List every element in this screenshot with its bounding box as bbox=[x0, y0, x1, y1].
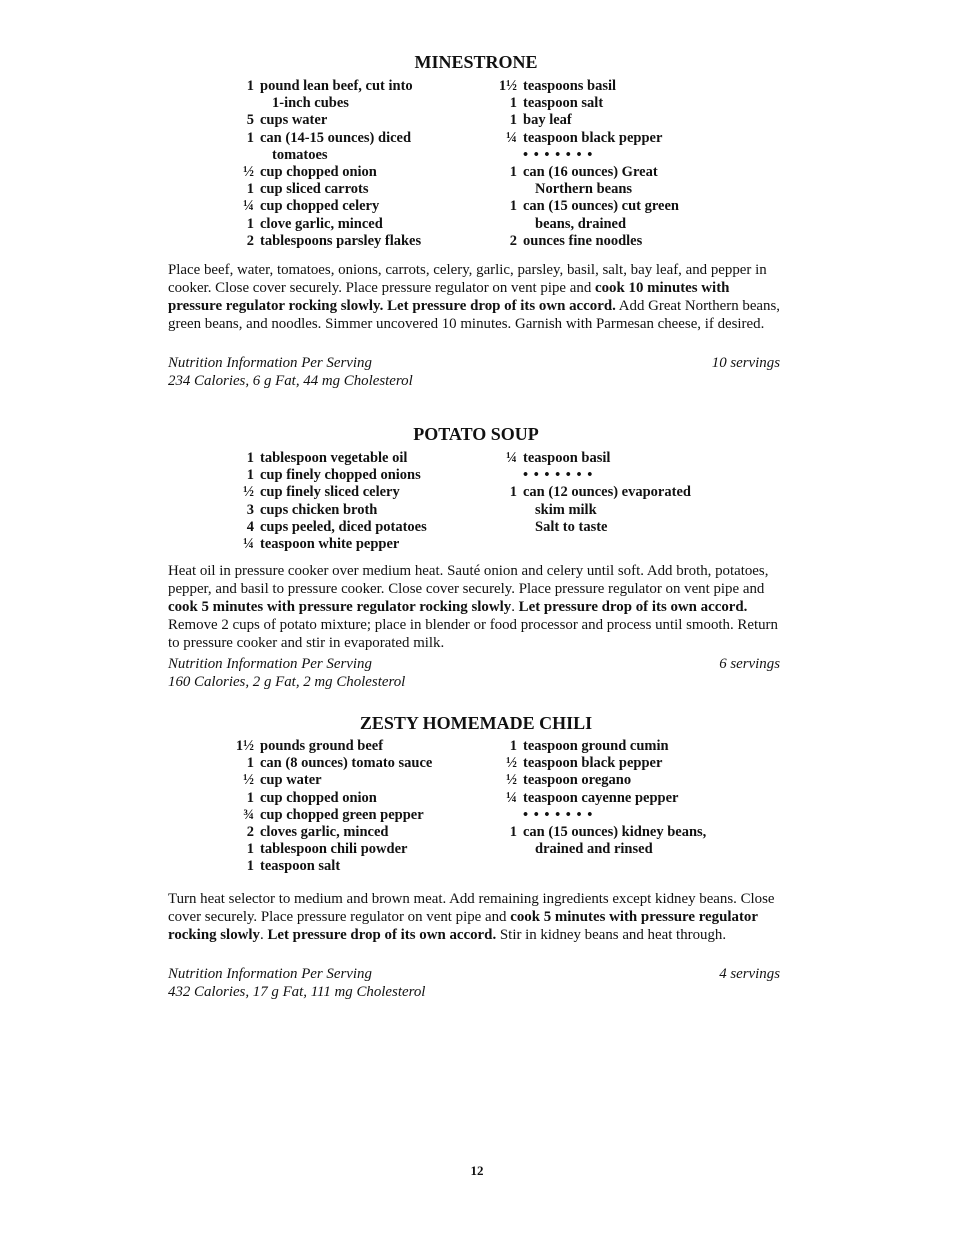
nutrition-values: 234 Calories, 6 g Fat, 44 mg Cholesterol bbox=[168, 373, 413, 389]
nutrition-values: 432 Calories, 17 g Fat, 111 mg Cholesterol bbox=[168, 984, 426, 1000]
ingredient-row bbox=[523, 181, 679, 198]
ingredient-quantity: 2 bbox=[246, 823, 254, 840]
ingredient-text: 1-inch cubes bbox=[272, 95, 349, 112]
ingredient-row bbox=[246, 215, 421, 233]
ingredient-row bbox=[243, 484, 427, 501]
ingredient-row bbox=[246, 112, 421, 129]
ingredients-left bbox=[243, 78, 422, 250]
ingredient-text: teaspoon salt bbox=[260, 858, 341, 875]
ingredient-quantity: 1 bbox=[246, 450, 254, 466]
ingredient-quantity: ½ bbox=[243, 772, 254, 789]
ingredient-row bbox=[246, 789, 432, 807]
ingredient-row bbox=[506, 755, 706, 772]
direction-emphasis: cook 5 minutes with pressure regulator rocking slowly bbox=[168, 909, 758, 943]
ingredient-row bbox=[523, 216, 679, 233]
direction-emphasis: cook 5 minutes with pressure regulator rocking slowly bbox=[168, 599, 512, 615]
recipe-title: POTATO SOUP bbox=[413, 424, 539, 444]
direction-text: . bbox=[511, 599, 519, 615]
ingredient-quantity: ¼ bbox=[243, 198, 254, 215]
ingredient-quantity: 1 bbox=[509, 823, 517, 840]
ingredient-text: can (16 ounces) Great bbox=[523, 163, 658, 180]
ingredient-text: skim milk bbox=[535, 501, 597, 518]
ingredient-row bbox=[235, 738, 432, 755]
ingredient-text: teaspoon black pepper bbox=[523, 755, 663, 772]
nutrition-info bbox=[168, 965, 780, 1001]
nutrition-info bbox=[168, 354, 780, 390]
ingredient-text: cup chopped onion bbox=[260, 163, 377, 180]
ingredient-quantity: ¾ bbox=[243, 806, 254, 823]
ingredient-row bbox=[260, 95, 421, 112]
ingredient-quantity: ¼ bbox=[243, 535, 254, 552]
ingredient-row bbox=[523, 147, 679, 164]
ingredient-quantity: 1 bbox=[509, 95, 517, 112]
ingredient-row bbox=[246, 823, 432, 841]
ingredient-quantity: 1 bbox=[509, 738, 517, 754]
recipe-title: ZESTY HOMEMADE CHILI bbox=[359, 713, 593, 733]
ingredients-left bbox=[243, 450, 427, 553]
ingredient-row bbox=[243, 198, 421, 215]
ingredient-quantity: 1 bbox=[509, 198, 517, 215]
ingredient-text: can (12 ounces) evaporated bbox=[523, 484, 691, 501]
ingredient-text: Salt to taste bbox=[535, 518, 608, 535]
ingredient-text: ounces fine noodles bbox=[523, 232, 643, 249]
ingredient-text: cup chopped onion bbox=[260, 789, 377, 806]
ingredient-row bbox=[506, 450, 691, 467]
ingredient-text: tablespoon vegetable oil bbox=[260, 450, 408, 466]
ingredient-quantity: 1 bbox=[246, 467, 254, 484]
direction-emphasis: cook 10 minutes with pressure regulator rocking slowly. Let pressure drop of its own accord. bbox=[168, 280, 730, 314]
ingredient-row bbox=[509, 95, 679, 112]
ingredient-separator: • • • • • • • bbox=[523, 146, 594, 163]
ingredient-quantity: ½ bbox=[243, 163, 254, 180]
direction-text: Place beef, water, tomatoes, onions, carrots, celery, garlic, parsley, basil, salt, bay leaf, and pepper in cooker. Close cover securely. Place pressure regulator on vent pipe and bbox=[168, 262, 767, 296]
ingredient-row bbox=[506, 772, 706, 789]
directions bbox=[168, 261, 784, 333]
ingredients-right bbox=[498, 78, 679, 250]
ingredient-quantity: 1 bbox=[246, 215, 254, 232]
ingredient-row bbox=[509, 112, 679, 129]
ingredient-quantity: 5 bbox=[246, 112, 254, 129]
ingredients-right bbox=[506, 450, 691, 536]
ingredient-quantity: 2 bbox=[509, 232, 517, 249]
ingredient-quantity: 1 bbox=[509, 163, 517, 180]
ingredient-text: tablespoons parsley flakes bbox=[260, 232, 422, 249]
ingredient-row bbox=[523, 502, 691, 519]
ingredient-row bbox=[498, 78, 679, 95]
ingredient-row bbox=[506, 129, 679, 147]
ingredient-quantity: 1 bbox=[246, 755, 254, 772]
ingredient-row bbox=[246, 181, 421, 198]
ingredient-row bbox=[246, 501, 427, 519]
ingredient-row bbox=[246, 232, 422, 250]
servings: 10 servings bbox=[711, 355, 780, 371]
ingredient-text: can (14-15 ounces) diced bbox=[260, 129, 412, 146]
ingredient-separator: • • • • • • • bbox=[523, 806, 594, 823]
ingredient-quantity: 1 bbox=[246, 78, 254, 94]
ingredient-row bbox=[246, 755, 433, 772]
ingredient-quantity: 1 bbox=[246, 858, 254, 875]
servings: 4 servings bbox=[719, 966, 780, 982]
ingredient-row bbox=[506, 789, 706, 807]
ingredient-text: drained and rinsed bbox=[535, 841, 653, 858]
ingredient-quantity: 1 bbox=[246, 789, 254, 806]
ingredient-text: cloves garlic, minced bbox=[260, 823, 389, 840]
ingredient-text: cup finely sliced celery bbox=[260, 484, 400, 501]
ingredient-text: tomatoes bbox=[272, 146, 328, 163]
ingredient-quantity: ½ bbox=[506, 772, 517, 789]
ingredient-text: cups chicken broth bbox=[260, 501, 378, 518]
ingredient-text: can (15 ounces) kidney beans, bbox=[523, 823, 707, 840]
ingredient-row bbox=[246, 841, 432, 858]
ingredient-text: cup chopped green pepper bbox=[260, 806, 424, 823]
ingredient-row bbox=[509, 738, 706, 755]
ingredient-row bbox=[509, 484, 691, 501]
ingredients-left bbox=[235, 738, 433, 876]
ingredient-text: pound lean beef, cut into bbox=[260, 78, 413, 94]
ingredients-right bbox=[506, 738, 707, 858]
direction-text: Turn heat selector to medium and brown meat. Add remaining ingredients except kidney beans. Close cover securely. Place pressure regulator on vent pipe and bbox=[168, 891, 775, 925]
ingredient-text: cups water bbox=[260, 112, 328, 129]
ingredient-quantity: 1 bbox=[509, 112, 517, 129]
ingredient-quantity: 2 bbox=[246, 232, 254, 249]
nutrition-label: Nutrition Information Per Serving bbox=[168, 966, 372, 982]
ingredient-text: teaspoon white pepper bbox=[260, 535, 400, 552]
recipe-title: MINESTRONE bbox=[414, 52, 538, 72]
nutrition-values: 160 Calories, 2 g Fat, 2 mg Cholesterol bbox=[168, 674, 406, 690]
ingredient-quantity: ¼ bbox=[506, 789, 517, 806]
ingredient-row bbox=[509, 232, 679, 250]
ingredient-text: teaspoon salt bbox=[523, 95, 604, 112]
ingredient-row bbox=[523, 519, 691, 536]
ingredient-row bbox=[260, 147, 421, 164]
ingredient-text: can (15 ounces) cut green bbox=[523, 198, 679, 215]
ingredient-text: pounds ground beef bbox=[260, 738, 384, 754]
nutrition-info bbox=[168, 655, 780, 691]
ingredient-row bbox=[523, 467, 691, 484]
ingredient-row bbox=[509, 163, 679, 181]
direction-emphasis: Let pressure drop of its own accord. bbox=[267, 927, 497, 943]
ingredient-quantity: 1 bbox=[246, 841, 254, 858]
ingredient-separator: • • • • • • • bbox=[523, 467, 594, 484]
ingredient-text: teaspoon basil bbox=[523, 450, 611, 466]
direction-text: . bbox=[259, 927, 268, 943]
ingredient-row bbox=[523, 807, 706, 824]
ingredient-row bbox=[246, 450, 427, 467]
ingredient-quantity: 1 bbox=[246, 181, 254, 198]
nutrition-label: Nutrition Information Per Serving bbox=[168, 656, 372, 672]
directions bbox=[168, 890, 784, 944]
ingredient-quantity: 1 bbox=[246, 129, 254, 146]
ingredient-row bbox=[243, 163, 421, 181]
ingredient-text: cups peeled, diced potatoes bbox=[260, 518, 427, 535]
ingredient-text: cup sliced carrots bbox=[260, 181, 369, 198]
ingredient-row bbox=[523, 841, 706, 858]
ingredient-row bbox=[246, 858, 432, 875]
direction-text: Heat oil in pressure cooker over medium heat. Sauté onion and celery until soft. Add broth, potatoes, pepper, and basil to pressure cooker. Close cover securely. Place pressure regulator on vent pipe and bbox=[168, 563, 769, 597]
ingredient-quantity: 3 bbox=[246, 501, 254, 518]
ingredient-row bbox=[246, 518, 427, 536]
ingredient-row bbox=[246, 129, 421, 147]
ingredient-row bbox=[246, 467, 427, 484]
direction-emphasis: Let pressure drop of its own accord. bbox=[518, 599, 748, 615]
ingredient-text: beans, drained bbox=[535, 215, 627, 232]
ingredient-text: Northern beans bbox=[535, 181, 633, 198]
ingredient-text: teaspoon cayenne pepper bbox=[523, 789, 679, 806]
ingredient-row bbox=[246, 78, 421, 95]
ingredient-row bbox=[243, 535, 427, 553]
direction-text: Add Great Northern beans, green beans, and noodles. Simmer uncovered 10 minutes. Garnish with Parmesan cheese, if desired. bbox=[168, 298, 781, 332]
ingredient-text: cup finely chopped onions bbox=[260, 467, 421, 484]
ingredient-text: cup water bbox=[260, 772, 322, 789]
ingredient-text: teaspoons basil bbox=[523, 78, 617, 94]
ingredient-quantity: ¼ bbox=[506, 450, 517, 466]
directions bbox=[168, 562, 784, 652]
ingredient-text: clove garlic, minced bbox=[260, 215, 383, 232]
ingredient-quantity: ¼ bbox=[506, 129, 517, 146]
servings: 6 servings bbox=[719, 656, 780, 672]
ingredient-row bbox=[509, 823, 707, 841]
ingredient-row bbox=[243, 806, 432, 824]
direction-text: Remove 2 cups of potato mixture; place in blender or food processor and process until smooth. Return to pressure cooker and stir in evaporated milk. bbox=[168, 617, 778, 651]
ingredient-quantity: ½ bbox=[243, 484, 254, 501]
ingredient-text: teaspoon ground cumin bbox=[523, 738, 669, 754]
ingredient-quantity: 1½ bbox=[235, 738, 254, 754]
ingredient-text: can (8 ounces) tomato sauce bbox=[260, 755, 433, 772]
page-number: 12 bbox=[470, 1163, 484, 1178]
ingredient-quantity: ½ bbox=[506, 755, 517, 772]
ingredient-text: tablespoon chili powder bbox=[260, 841, 408, 858]
ingredient-text: cup chopped celery bbox=[260, 198, 380, 215]
direction-text: Stir in kidney beans and heat through. bbox=[496, 927, 727, 943]
ingredient-quantity: 4 bbox=[246, 518, 254, 535]
ingredient-text: bay leaf bbox=[523, 112, 572, 129]
ingredient-quantity: 1 bbox=[509, 484, 517, 501]
ingredient-text: teaspoon black pepper bbox=[523, 129, 663, 146]
ingredient-row bbox=[243, 772, 432, 789]
ingredient-quantity: 1½ bbox=[498, 78, 517, 94]
nutrition-label: Nutrition Information Per Serving bbox=[168, 355, 372, 371]
ingredient-row bbox=[509, 198, 679, 215]
ingredient-text: teaspoon oregano bbox=[523, 772, 632, 789]
